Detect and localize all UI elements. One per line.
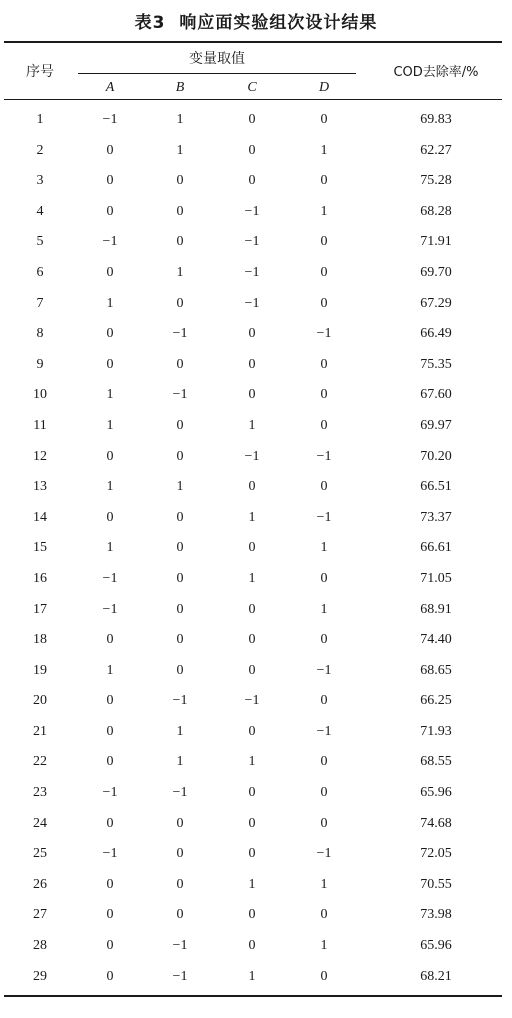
table-row [0,655,512,686]
cell-d: −1 [316,846,332,862]
cell-cod: 66.49 [420,326,452,342]
cell-d: 1 [320,540,328,556]
cell-cod: 70.55 [420,876,452,892]
cell-c: 1 [248,754,256,770]
cell-c: 0 [248,846,256,862]
cell-b: 0 [176,662,184,678]
cell-a: 0 [106,326,114,342]
table-row [0,808,512,839]
cell-b: 0 [176,356,184,372]
table-row [0,379,512,410]
table-row [0,716,512,747]
cell-a: 0 [106,693,114,709]
cell-a: 0 [106,173,114,189]
cell-b: 0 [176,570,184,586]
cell-a: 0 [106,509,114,525]
cell-b: −1 [172,938,188,954]
bottom-rule [4,995,502,997]
cell-d: 0 [320,295,328,311]
cell-cod: 68.55 [420,754,452,770]
cell-c: 1 [248,570,256,586]
table-row [0,104,512,135]
cell-cod: 75.28 [420,173,452,189]
table-row [0,930,512,961]
cell-a: 1 [106,417,114,433]
cell-a: 1 [106,662,114,678]
cell-cod: 66.51 [420,479,452,495]
cell-d: −1 [316,662,332,678]
cell-d: −1 [316,448,332,464]
cell-cod: 71.91 [420,234,452,250]
cell-b: 0 [176,417,184,433]
header-var-b: B [175,80,185,95]
cell-b: −1 [172,326,188,342]
cell-d: 0 [320,754,328,770]
cell-d: 0 [320,815,328,831]
cell-seq: 23 [33,785,47,801]
cell-a: 1 [106,387,114,403]
cell-d: 0 [320,112,328,127]
cell-c: 0 [248,356,256,372]
cell-d: 0 [320,570,328,586]
table-row [0,624,512,655]
cell-cod: 74.40 [420,632,452,648]
cell-cod: 68.21 [420,968,452,984]
cell-d: −1 [316,326,332,342]
cell-c: −1 [244,448,260,464]
cell-cod: 68.91 [420,601,452,617]
cell-a: 1 [106,479,114,495]
cell-cod: 69.83 [420,112,452,127]
cell-cod: 74.68 [420,815,452,831]
cell-d: −1 [316,723,332,739]
cell-d: 0 [320,417,328,433]
cell-c: 0 [248,938,256,954]
cell-b: −1 [172,693,188,709]
cell-a: 0 [106,723,114,739]
cell-c: 1 [248,968,256,984]
top-rule [4,41,502,43]
cell-a: −1 [102,846,118,862]
cell-a: 0 [106,938,114,954]
cell-b: 0 [176,815,184,831]
cell-c: −1 [244,693,260,709]
cell-seq: 26 [33,876,47,892]
cell-d: 0 [320,785,328,801]
header-rule [4,99,502,100]
cell-c: −1 [244,234,260,250]
cell-seq: 8 [36,326,44,342]
cell-a: −1 [102,601,118,617]
cell-seq: 22 [33,754,47,770]
cell-a: 0 [106,356,114,372]
cell-cod: 65.96 [420,938,452,954]
table-number: 表3 [134,13,166,33]
cell-b: 0 [176,907,184,923]
table-row [0,318,512,349]
cell-d: 0 [320,907,328,923]
table-row [0,594,512,625]
cell-b: −1 [172,968,188,984]
cell-cod: 69.97 [420,417,452,433]
cell-d: 0 [320,693,328,709]
cell-seq: 5 [36,234,44,250]
cell-a: 0 [106,632,114,648]
cell-seq: 10 [33,387,47,403]
cell-cod: 70.20 [420,448,452,464]
cell-a: 0 [106,815,114,831]
table-row [0,838,512,869]
cell-cod: 71.93 [420,723,452,739]
cell-d: 1 [320,601,328,617]
cell-d: 0 [320,632,328,648]
cell-d: 0 [320,479,328,495]
cell-b: 0 [176,846,184,862]
cell-a: 0 [106,968,114,984]
cell-a: 0 [106,876,114,892]
cell-cod: 72.05 [420,846,452,862]
cell-b: 0 [176,203,184,219]
cell-cod: 65.96 [420,785,452,801]
cell-b: 0 [176,234,184,250]
cell-seq: 19 [33,662,47,678]
table-row [0,685,512,716]
cell-b: 1 [176,142,184,158]
cell-seq: 27 [33,907,47,923]
table-caption [0,8,512,33]
cell-d: 0 [320,387,328,403]
table-row [0,777,512,808]
group-rule [78,73,356,74]
cell-a: 0 [106,142,114,158]
table-title: 响应面实验组次设计结果 [179,13,378,33]
header-var-d: D [318,80,330,95]
cell-c: 0 [248,723,256,739]
cell-c: 0 [248,479,256,495]
table-body [0,104,512,991]
cell-b: 0 [176,173,184,189]
cell-c: 0 [248,173,256,189]
cell-a: 1 [106,540,114,556]
table-row [0,257,512,288]
cell-a: 0 [106,907,114,923]
cell-seq: 4 [36,203,44,219]
table-row [0,746,512,777]
cell-c: −1 [244,203,260,219]
cell-d: 0 [320,264,328,280]
cell-a: 1 [106,295,114,311]
cell-seq: 17 [33,601,47,617]
header-seq: 序号 [26,64,54,80]
cell-c: 0 [248,142,256,158]
cell-seq: 9 [36,356,44,372]
cell-c: 0 [248,326,256,342]
cell-a: 0 [106,754,114,770]
cell-seq: 25 [33,846,47,862]
cell-b: 1 [176,479,184,495]
cell-a: −1 [102,570,118,586]
cell-c: 1 [248,876,256,892]
header-var-c: C [247,80,257,95]
cell-b: 1 [176,112,184,127]
cell-c: 0 [248,815,256,831]
cell-seq: 7 [36,295,44,311]
cell-b: 0 [176,448,184,464]
table-row [0,135,512,166]
cell-seq: 20 [33,693,47,709]
cell-c: 0 [248,907,256,923]
cell-c: −1 [244,295,260,311]
cell-d: 1 [320,203,328,219]
table-row [0,226,512,257]
cell-c: 0 [248,540,256,556]
cell-seq: 18 [33,632,47,648]
header-cod: COD去除率/% [393,65,479,80]
cell-a: 0 [106,264,114,280]
table-row [0,441,512,472]
cell-cod: 66.61 [420,540,452,556]
cell-a: −1 [102,234,118,250]
table-row [0,471,512,502]
cell-cod: 69.70 [420,264,452,280]
cell-b: 0 [176,876,184,892]
cell-seq: 14 [33,509,47,525]
cell-cod: 68.28 [420,203,452,219]
cell-cod: 73.98 [420,907,452,923]
cell-seq: 1 [36,112,44,127]
cell-a: 0 [106,448,114,464]
cell-cod: 62.27 [420,142,452,158]
cell-cod: 67.60 [420,387,452,403]
header-variable-group: 变量取值 [189,51,245,67]
table-row [0,288,512,319]
cell-cod: 68.65 [420,662,452,678]
cell-b: 0 [176,601,184,617]
cell-c: 0 [248,785,256,801]
cell-b: 0 [176,509,184,525]
cell-a: −1 [102,785,118,801]
cell-b: 1 [176,723,184,739]
cell-a: 0 [106,203,114,219]
cell-seq: 21 [33,723,47,739]
cell-seq: 24 [33,815,47,831]
cell-d: 1 [320,142,328,158]
cell-b: 0 [176,632,184,648]
cell-c: −1 [244,264,260,280]
cell-cod: 75.35 [420,356,452,372]
cell-seq: 15 [33,540,47,556]
cell-c: 1 [248,509,256,525]
cell-seq: 2 [36,142,44,158]
cell-d: 1 [320,938,328,954]
cell-seq: 13 [33,479,47,495]
cell-c: 1 [248,417,256,433]
table-row [0,349,512,380]
cell-b: 1 [176,754,184,770]
cell-seq: 3 [36,173,44,189]
cell-seq: 11 [33,417,47,433]
header-var-a: A [105,80,115,95]
cell-cod: 73.37 [420,509,452,525]
cell-b: 0 [176,540,184,556]
table-row [0,563,512,594]
cell-c: 0 [248,387,256,403]
cell-c: 0 [248,601,256,617]
cell-seq: 28 [33,938,47,954]
table-row [0,196,512,227]
cell-b: 1 [176,264,184,280]
cell-d: 0 [320,234,328,250]
table-row [0,502,512,533]
cell-cod: 71.05 [420,570,452,586]
cell-c: 0 [248,112,256,127]
table-row [0,410,512,441]
cell-d: 0 [320,356,328,372]
cell-b: 0 [176,295,184,311]
table-row [0,961,512,992]
cell-cod: 67.29 [420,295,452,311]
cell-d: 0 [320,173,328,189]
table-row [0,532,512,563]
cell-d: 1 [320,876,328,892]
cell-b: −1 [172,785,188,801]
cell-c: 0 [248,632,256,648]
cell-seq: 29 [33,968,47,984]
cell-d: −1 [316,509,332,525]
table-row [0,165,512,196]
table-row [0,899,512,930]
cell-seq: 12 [33,448,47,464]
cell-seq: 6 [36,264,44,280]
cell-cod: 66.25 [420,693,452,709]
cell-d: 0 [320,968,328,984]
cell-c: 0 [248,662,256,678]
table-row [0,869,512,900]
cell-a: −1 [102,112,118,127]
cell-seq: 16 [33,570,47,586]
cell-b: −1 [172,387,188,403]
